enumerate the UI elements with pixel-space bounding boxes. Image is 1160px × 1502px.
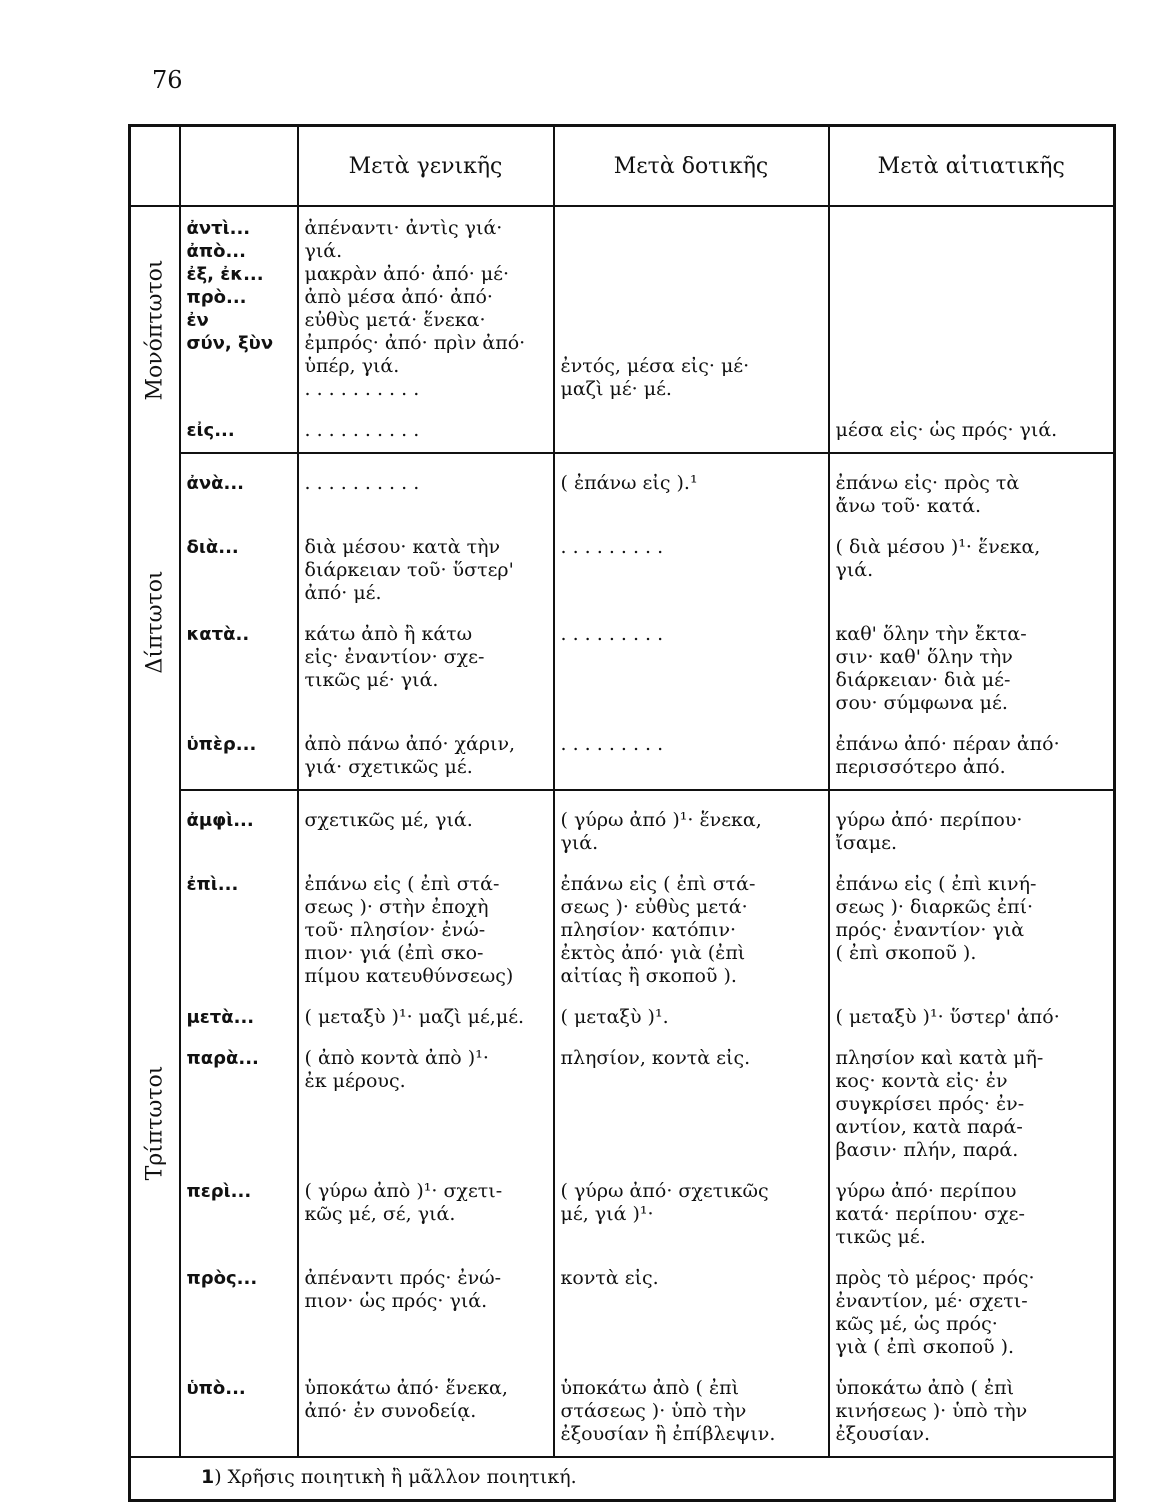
meaning-line: ( γύρω ἀπὸ )¹· σχετι- — [304, 1180, 503, 1202]
table-row — [130, 859, 1115, 992]
meaning-line: τικῶς μέ· γιά. — [304, 669, 439, 691]
meaning-line: ὑποκάτω ἀπὸ ( ἐπὶ — [835, 1377, 1015, 1399]
meaning-line: ὑποκάτω ἀπὸ ( ἐπὶ — [560, 1377, 740, 1399]
table-row — [130, 206, 1115, 405]
meaning-line: πίμου κατευθύνσεως) — [304, 965, 514, 987]
preposition: παρὰ... — [186, 1048, 259, 1069]
dative-cell — [554, 1033, 829, 1166]
meaning-line: κῶς μέ, σέ, γιά. — [304, 1203, 456, 1225]
header-accusative: Μετὰ αἰτιατικῆς — [829, 126, 1115, 207]
prep-cell — [180, 992, 298, 1033]
preposition: ἐν — [186, 310, 209, 331]
meaning-line: ἐξουσίαν ἢ ἐπίβλεψιν. — [560, 1423, 776, 1445]
meaning-line: τοῦ· πλησίον· ἐνώ- — [304, 919, 486, 941]
prep-cell — [180, 1253, 298, 1363]
prep-cell — [180, 790, 298, 859]
meaning-line: κῶς μέ, ὡς πρός· — [835, 1313, 998, 1335]
meaning-line: . . . . . . . . . . — [304, 472, 420, 494]
meaning-line: ἀπό· ἐν συνοδείᾳ. — [304, 1400, 477, 1422]
genitive-cell — [298, 405, 554, 453]
meaning-line: γύρω ἀπό· περίπου — [835, 1180, 1017, 1202]
meaning-line: στάσεως )· ὑπὸ τὴν — [560, 1400, 747, 1422]
genitive-cell — [298, 992, 554, 1033]
preposition: διὰ... — [186, 537, 239, 558]
meaning-line — [561, 332, 822, 355]
prep-cell — [180, 719, 298, 790]
meaning-line: ἀπὸ μέσα ἀπό· ἀπό· — [304, 286, 493, 308]
meaning-line: μέ, γιά )¹· — [560, 1203, 654, 1225]
table-row — [130, 453, 1115, 522]
genitive-cell — [298, 206, 554, 405]
preposition: ἀπὸ... — [186, 241, 246, 262]
meaning-line: σεως )· εὐθὺς μετά· — [560, 896, 748, 918]
meaning-line: ( γύρω ἀπό· σχετικῶς — [560, 1180, 769, 1202]
meaning-line: ἐπάνω εἰς ( ἐπὶ κινή- — [835, 873, 1037, 895]
accusative-cell — [829, 719, 1115, 790]
preposition: ὑπὲρ... — [186, 734, 257, 755]
meaning-line: ἐπάνω εἰς ( ἐπὶ στά- — [304, 873, 500, 895]
dative-cell — [554, 609, 829, 719]
prep-cell — [180, 859, 298, 992]
header-prep-empty — [180, 126, 298, 207]
meaning-line: τικῶς μέ. — [835, 1226, 926, 1248]
dative-cell — [554, 1253, 829, 1363]
dative-cell — [554, 405, 829, 453]
accusative-cell — [829, 1033, 1115, 1166]
meaning-line: εἰς· ἐναντίον· σχε- — [304, 646, 485, 668]
header-genitive: Μετὰ γενικῆς — [298, 126, 554, 207]
preposition: ἐξ, ἐκ... — [186, 264, 264, 285]
meaning-line: . . . . . . . . . . — [304, 378, 420, 400]
meaning-line: περισσότερο ἀπό. — [835, 756, 1006, 778]
meaning-line: σιν· καθ' ὅλην τὴν — [835, 646, 1013, 668]
meaning-line: αντίον, κατὰ παρά- — [835, 1116, 1023, 1138]
table-row — [130, 992, 1115, 1033]
footnote-row — [130, 1457, 1115, 1501]
genitive-cell — [298, 790, 554, 859]
header-group-empty — [130, 126, 180, 207]
meaning-line: σεως )· στὴν ἐποχὴ — [304, 896, 489, 918]
footnote-label: 1 — [201, 1466, 215, 1488]
meaning-line: ἐπάνω ἀπό· πέραν ἀπό· — [835, 733, 1060, 755]
meaning-line: πλησίον· κατόπιν· — [560, 919, 737, 941]
meaning-line: διάρκειαν τοῦ· ὕστερ' — [304, 559, 514, 581]
table-row — [130, 522, 1115, 609]
preposition: ἐπὶ... — [186, 874, 239, 895]
preposition-table — [128, 124, 1116, 1502]
meaning-line: πλησίον, κοντὰ εἰς. — [560, 1047, 751, 1069]
header-dative: Μετὰ δοτικῆς — [554, 126, 829, 207]
preposition: ἀμφὶ... — [186, 810, 254, 831]
meaning-line: ἐκτὸς ἀπό· γιὰ (ἐπὶ — [560, 942, 746, 964]
dative-cell — [554, 453, 829, 522]
preposition: περὶ... — [186, 1181, 252, 1202]
accusative-cell — [829, 1166, 1115, 1253]
meaning-line: πρὸς τὸ μέρος· πρός· — [835, 1267, 1035, 1289]
genitive-cell — [298, 1253, 554, 1363]
meaning-line: διὰ μέσου· κατὰ τὴν — [304, 536, 501, 558]
accusative-cell — [829, 1363, 1115, 1457]
accusative-cell — [829, 453, 1115, 522]
dative-cell — [554, 992, 829, 1033]
meaning-line — [561, 217, 822, 240]
meaning-line: ἐμπρός· ἀπό· πρὶν ἀπό· — [304, 332, 526, 354]
meaning-line: ἴσαμε. — [835, 832, 897, 854]
group-label-cell — [130, 790, 180, 1457]
prep-cell — [180, 522, 298, 609]
meaning-line — [561, 309, 822, 332]
meaning-line: σου· σύμφωνα μέ. — [835, 692, 1008, 714]
preposition: πρὸ... — [186, 287, 247, 308]
footnote-text: ) Χρῆσις ποιητικὴ ἢ μᾶλλον ποιητική. — [214, 1466, 577, 1488]
meaning-line: γιά· σχετικῶς μέ. — [304, 756, 473, 778]
prep-cell — [180, 609, 298, 719]
meaning-line: ἐκ μέρους. — [304, 1070, 406, 1092]
meaning-line: ἄνω τοῦ· κατά. — [835, 495, 982, 517]
group-label: Δίπτωτοι — [142, 569, 168, 674]
meaning-line: καθ' ὅλην τὴν ἔκτα- — [835, 623, 1027, 645]
meaning-line: ἀπέναντι πρός· ἐνώ- — [304, 1267, 502, 1289]
prep-cell — [180, 405, 298, 453]
meaning-line: κατά· περίπου· σχε- — [835, 1203, 1025, 1225]
meaning-line: πιον· γιά (ἐπὶ σκο- — [304, 942, 484, 964]
meaning-line: γιά. — [835, 559, 874, 581]
meaning-line: μακρὰν ἀπό· ἀπό· μέ· — [304, 263, 510, 285]
meaning-line: γιὰ ( ἐπὶ σκοποῦ ). — [835, 1336, 1015, 1358]
meaning-line: κινήσεως )· ὑπὸ τὴν — [835, 1400, 1028, 1422]
genitive-cell — [298, 1363, 554, 1457]
meaning-line: . . . . . . . . . . — [304, 419, 420, 441]
genitive-cell — [298, 1166, 554, 1253]
accusative-cell — [829, 206, 1115, 405]
prep-cell — [180, 1033, 298, 1166]
preposition: ἀντὶ... — [186, 218, 251, 239]
genitive-cell — [298, 453, 554, 522]
genitive-cell — [298, 609, 554, 719]
meaning-line: αἰτίας ἢ σκοποῦ ). — [560, 965, 737, 987]
group-label-cell — [130, 206, 180, 453]
prep-cell — [180, 206, 298, 405]
meaning-line: πλησίον καὶ κατὰ μῆ- — [835, 1047, 1044, 1069]
meaning-line: σεως )· διαρκῶς ἐπί· — [835, 896, 1034, 918]
accusative-cell — [829, 859, 1115, 992]
dative-cell — [554, 522, 829, 609]
dative-cell — [554, 859, 829, 992]
accusative-cell — [829, 992, 1115, 1033]
table-row — [130, 405, 1115, 453]
group-label: Μονόπτωτοι — [142, 259, 168, 401]
preposition: ὑπὸ... — [186, 1378, 246, 1399]
dative-cell — [554, 206, 829, 405]
meaning-line: γιά. — [304, 240, 343, 262]
meaning-line: πιον· ὡς πρός· γιά. — [304, 1290, 488, 1312]
table-row — [130, 1033, 1115, 1166]
accusative-cell — [829, 609, 1115, 719]
prep-cell — [180, 1166, 298, 1253]
table-row — [130, 1363, 1115, 1457]
meaning-line: ( ἐπὶ σκοποῦ ). — [835, 942, 977, 964]
meaning-line: ἀπὸ πάνω ἀπό· χάριν, — [304, 733, 516, 755]
meaning-line: εὐθὺς μετά· ἕνεκα· — [304, 309, 486, 331]
accusative-cell — [829, 790, 1115, 859]
meaning-line: . . . . . . . . . — [560, 733, 664, 755]
accusative-cell — [829, 522, 1115, 609]
meaning-line: . . . . . . . . . — [560, 623, 664, 645]
table-row — [130, 719, 1115, 790]
meaning-line: διάρκειαν· διὰ μέ- — [835, 669, 1011, 691]
meaning-line: μαζὶ μέ· μέ. — [560, 378, 672, 400]
dative-cell — [554, 1166, 829, 1253]
meaning-line: βασιν· πλήν, παρά. — [835, 1139, 1019, 1161]
meaning-line: πρός· ἐναντίον· γιὰ — [835, 919, 1025, 941]
meaning-line: συγκρίσει πρός· ἐν- — [835, 1093, 1025, 1115]
genitive-cell — [298, 859, 554, 992]
genitive-cell — [298, 522, 554, 609]
meaning-line: . . . . . . . . . — [560, 536, 664, 558]
table-row — [130, 1253, 1115, 1363]
meaning-line — [561, 286, 822, 309]
preposition: μετὰ... — [186, 1007, 255, 1028]
meaning-line: μέσα εἰς· ὡς πρός· γιά. — [835, 419, 1058, 441]
meaning-line: ἐναντίον, μέ· σχετι- — [835, 1290, 1028, 1312]
table-row — [130, 1166, 1115, 1253]
meaning-line: ἐντός, μέσα εἰς· μέ· — [560, 355, 750, 377]
dative-cell — [554, 1363, 829, 1457]
footnote — [130, 1457, 1115, 1501]
meaning-line: ἐπάνω εἰς ( ἐπὶ στά- — [560, 873, 756, 895]
meaning-line: σχετικῶς μέ, γιά. — [304, 809, 473, 831]
meaning-line: ἐξουσίαν. — [835, 1423, 930, 1445]
preposition: σύν, ξὺν — [186, 333, 274, 354]
meaning-line: ( γύρω ἀπό )¹· ἕνεκα, — [560, 809, 762, 831]
meaning-line — [561, 240, 822, 263]
meaning-line — [561, 263, 822, 286]
dative-cell — [554, 719, 829, 790]
dative-cell — [554, 790, 829, 859]
page-number: 76 — [152, 66, 183, 94]
meaning-line: γιά. — [560, 832, 599, 854]
meaning-line: ( μεταξὺ )¹· μαζὶ μέ,μέ. — [304, 1006, 525, 1028]
table-row — [130, 609, 1115, 719]
accusative-cell — [829, 1253, 1115, 1363]
group-label: Τρίπτωτοι — [142, 1065, 168, 1181]
prep-cell — [180, 453, 298, 522]
table-body — [130, 206, 1115, 1457]
meaning-line: ἀπό· μέ. — [304, 582, 382, 604]
meaning-line: ( μεταξὺ )¹. — [560, 1006, 669, 1028]
meaning-line: ὑποκάτω ἀπό· ἕνεκα, — [304, 1377, 508, 1399]
meaning-line: ( ἀπὸ κοντὰ ἀπὸ )¹· — [304, 1047, 489, 1069]
preposition: ἀνὰ... — [186, 473, 245, 494]
meaning-line: ( ἐπάνω εἰς ).¹ — [560, 472, 698, 494]
meaning-line: γύρω ἀπό· περίπου· — [835, 809, 1023, 831]
prep-cell — [180, 1363, 298, 1457]
preposition: πρὸς... — [186, 1268, 258, 1289]
meaning-line: ἐπάνω εἰς· πρὸς τὰ — [835, 472, 1020, 494]
genitive-cell — [298, 719, 554, 790]
meaning-line: ( διὰ μέσου )¹· ἕνεκα, — [835, 536, 1041, 558]
table-row — [130, 790, 1115, 859]
meaning-line: κοντὰ εἰς. — [560, 1267, 659, 1289]
meaning-line: ἀπέναντι· ἀντὶς γιά· — [304, 217, 503, 239]
preposition: εἰς... — [186, 420, 235, 441]
meaning-line: ( μεταξὺ )¹· ὕστερ' ἀπό· — [835, 1006, 1060, 1028]
genitive-cell — [298, 1033, 554, 1166]
meaning-line: κάτω ἀπὸ ἢ κάτω — [304, 623, 473, 645]
preposition: κατὰ.. — [186, 624, 250, 645]
meaning-line: κος· κοντὰ εἰς· ἐν — [835, 1070, 1008, 1092]
table-header-row — [130, 126, 1115, 207]
meaning-line: ὑπέρ, γιά. — [304, 355, 400, 377]
accusative-cell — [829, 405, 1115, 453]
group-label-cell — [130, 453, 180, 790]
